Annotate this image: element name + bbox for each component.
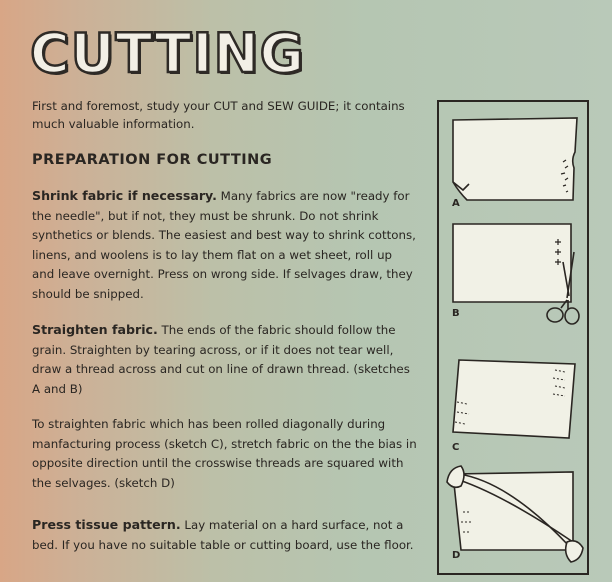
- paragraph-body: The ends of the fabric should follow the grain. Straighten by tearing across, or if it does not tear well, draw a thread across and cut on line of drawn thread. (sketches A and B): [32, 323, 410, 396]
- sketch-label-b: B: [452, 308, 460, 319]
- torn-fabric-icon: [453, 118, 577, 200]
- sketch-label-c: C: [452, 442, 460, 453]
- sketch-label-d: D: [452, 550, 461, 561]
- paragraph-diagonal-fabric: [32, 415, 417, 493]
- paragraph-lead: Press tissue pattern.: [32, 517, 181, 532]
- paragraph-lead: Shrink fabric if necessary.: [32, 188, 217, 203]
- fabric-scissors-icon: [453, 224, 579, 324]
- diagonal-fabric-icon: [453, 360, 575, 438]
- stretch-fabric-hands-icon: [447, 466, 583, 562]
- sketch-label-a: A: [452, 198, 460, 209]
- paragraph-press-tissue: [32, 515, 417, 555]
- paragraph-body: To straighten fabric which has been rolled diagonally during manfacturing process (sketch C), stretch fabric on the the bias in opposite direction until the crosswise threads are squared with the selvages. (sketch D): [32, 417, 417, 490]
- sketches-svg: [439, 102, 587, 573]
- paragraph-lead: Straighten fabric.: [32, 322, 158, 337]
- paragraph-body: Many fabrics are now "ready for the needle", but if not, they must be shrunk. Do not shrink synthetics or blends. The easiest and best way to shrink cottons, linens, and woolens is to lay them flat on a wet sheet, roll up and leave overnight. Press on wrong side. If selvages draw, they should be snipped.: [32, 189, 416, 301]
- intro-text: First and foremost, study your CUT and SEW GUIDE; it contains much valuable information.: [32, 99, 405, 131]
- paragraph-shrink-fabric: [32, 186, 417, 304]
- sketch-panel: [437, 100, 589, 575]
- page-title: CUTTING: [30, 22, 305, 85]
- section-heading: PREPARATION FOR CUTTING: [32, 152, 273, 168]
- paragraph-straighten-fabric: [32, 320, 417, 399]
- paragraph-body: Lay material on a hard surface, not a bed. If you have no suitable table or cutting board, use the floor.: [32, 518, 414, 552]
